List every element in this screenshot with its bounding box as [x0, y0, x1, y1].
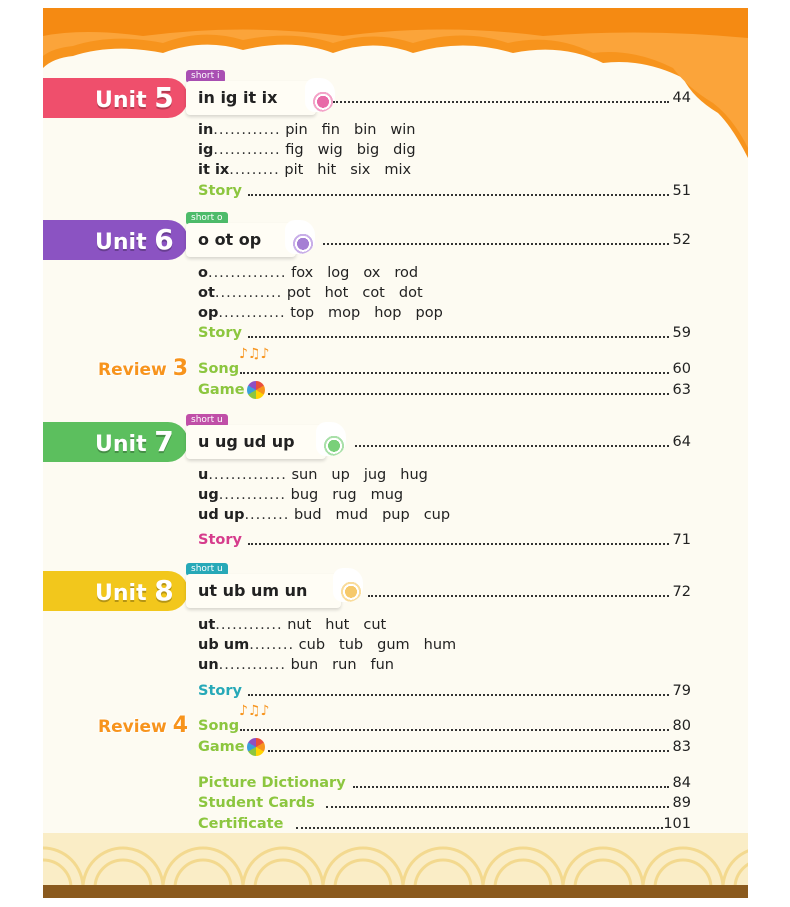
picture-dictionary-line[interactable]: Picture Dictionary 84	[198, 775, 691, 791]
unit-6-title: o ot op	[198, 230, 262, 249]
certificate-line[interactable]: Certificate 101	[198, 816, 691, 832]
footer-decoration	[43, 833, 748, 898]
scroll-roll-icon	[333, 568, 363, 602]
unit-8-story-line[interactable]: Story 79	[198, 683, 691, 699]
color-wheel-icon	[247, 381, 265, 399]
review-4-song-line[interactable]: Song 80	[198, 718, 691, 734]
unit-8-row: un............ bun run fun	[198, 657, 395, 673]
unit-6-row: op............ top mop hop pop	[198, 305, 443, 321]
scroll-roll-icon	[305, 78, 335, 112]
unit-5-row: ig............ fig wig big dig	[198, 142, 416, 158]
unit-5-row: it ix......... pit hit six mix	[198, 162, 412, 178]
unit-5-row: in............ pin fin bin win	[198, 122, 416, 138]
music-notes-icon: ♪♫♪	[239, 703, 270, 719]
scroll-roll-icon	[285, 220, 315, 254]
unit-5-tag: short i	[186, 70, 225, 83]
unit-6-story-line[interactable]: Story 59	[198, 325, 691, 341]
unit-5-toc-line[interactable]: 44	[333, 88, 691, 108]
student-cards-line[interactable]: Student Cards 89	[198, 795, 691, 811]
unit-6-tag: short o	[186, 212, 228, 225]
review-3-song-line[interactable]: Song 60	[198, 361, 691, 377]
unit-8-label: Unit 8	[95, 574, 174, 607]
review-3-label: Review 3	[98, 356, 188, 381]
music-notes-icon: ♪♫♪	[239, 346, 270, 362]
color-wheel-icon	[247, 738, 265, 756]
unit-8-title: ut ub um un	[198, 581, 308, 600]
unit-6-toc-line[interactable]: 52	[323, 230, 691, 250]
unit-7-tag: short u	[186, 414, 228, 427]
unit-7-label: Unit 7	[95, 425, 174, 458]
unit-8-tag: short u	[186, 563, 228, 576]
review-3-game-line[interactable]: Game 63	[198, 382, 691, 398]
unit-5-title: in ig it ix	[198, 88, 278, 107]
review-4-game-line[interactable]: Game 83	[198, 739, 691, 755]
scroll-roll-icon	[316, 422, 346, 456]
unit-6-row: ot............ pot hot cot dot	[198, 285, 423, 301]
unit-7-title: u ug ud up	[198, 432, 295, 451]
unit-7-toc-line[interactable]: 64	[355, 432, 691, 452]
unit-7-row: ug............ bug rug mug	[198, 487, 404, 503]
unit-7-story-line[interactable]: Story 71	[198, 532, 691, 548]
unit-7-row: ud up........ bud mud pup cup	[198, 507, 451, 523]
unit-5-story-line[interactable]: Story 51	[198, 183, 691, 199]
unit-5-label: Unit 5	[95, 81, 174, 114]
review-4-label: Review 4	[98, 713, 188, 738]
unit-8-row: ut............ nut hut cut	[198, 617, 387, 633]
unit-8-toc-line[interactable]: 72	[368, 582, 691, 602]
unit-8-row: ub um........ cub tub gum hum	[198, 637, 457, 653]
toc-page	[43, 8, 748, 898]
unit-6-label: Unit 6	[95, 223, 174, 256]
unit-6-row: o.............. fox log ox rod	[198, 265, 419, 281]
unit-7-row: u.............. sun up jug hug	[198, 467, 428, 483]
